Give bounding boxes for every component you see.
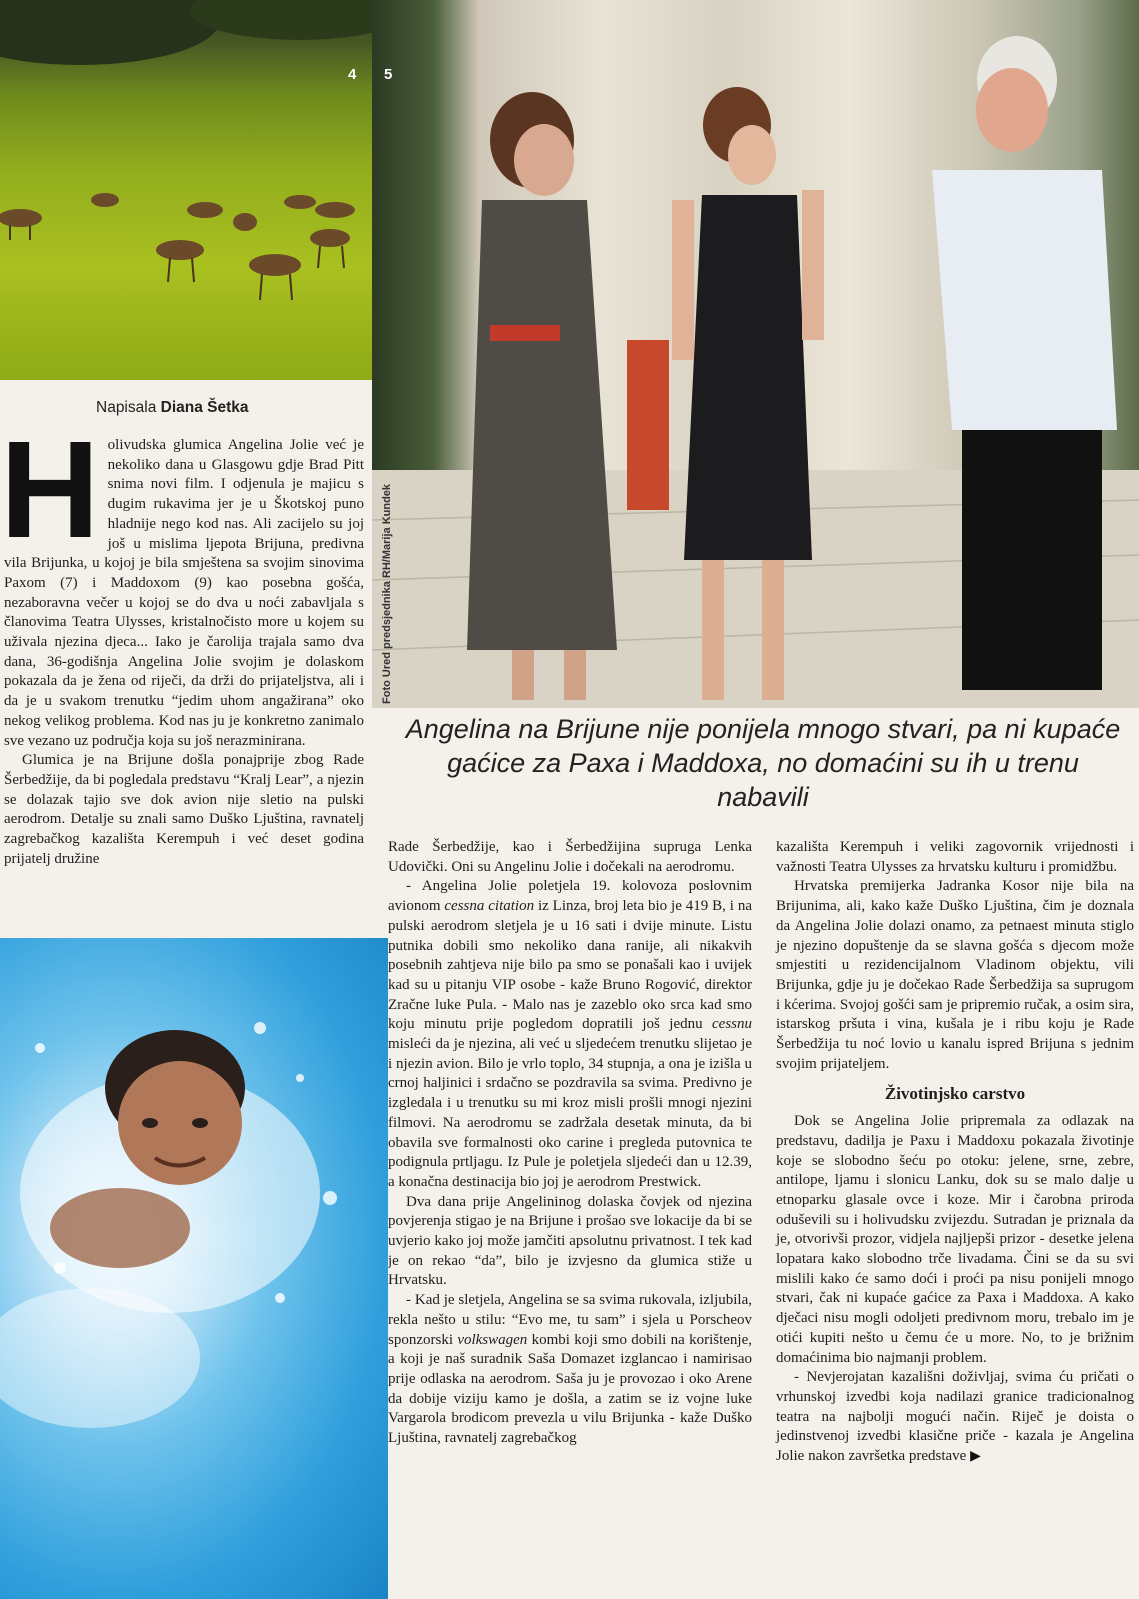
angelina-photo xyxy=(372,0,1139,708)
photo-credit: Foto Ured predsjednika RH/Marija Kundek xyxy=(381,483,393,704)
deer-illustration xyxy=(0,0,372,380)
boy-swimming-photo xyxy=(0,938,388,1599)
continue-arrow-icon: ▶ xyxy=(970,1449,981,1465)
byline-prefix: Napisala xyxy=(96,399,157,416)
byline-author: Diana Šetka xyxy=(160,399,249,416)
paragraph: Rade Šerbedžije, kao i Šerbedžijina supruga Lenka Udovički. Oni su Angelinu Jolie i dočekali na aerodromu. xyxy=(388,839,752,875)
deer-meadow-photo xyxy=(0,0,372,380)
article-column-1 xyxy=(0,413,364,869)
paragraph: kazališta Kerempuh i veliki zagovornik vrijednosti i važnosti Teatra Ulysses za hrvatsku kulturu i promidžbu. xyxy=(776,839,1134,875)
paragraph: Dok se Angelina Jolie pripremala za odlazak na predstavu, dadilja je Paxu i Maddoxu pokazala životinje koje se slobodno šeću po otoku: jelene, srne, zebre, antilope, ljamu i slonicu Lanku, dok su se malo dalje u etnoparku glasale ovce i koze. Mir i čarobna priroda oduševili su i holivudsku zvijezdu. Sutradan je priznala da je, otvorivši prozor, vidjela najljepši prizor - desetke jelena lopatara kako slobodno trče livadama. Čini se da su svi mislili kako će samo doći i proći pa nisu ponijeli mnogo stvari, čak ni kupaće gaćice za Paxa i Maddoxa. A kako dječaci nisu mogli odoljeti predivnom moru, trebalo im je otići kupiti nešto u čemu će u more. No, to je brižnim domaćinima bio najmanji problem. xyxy=(776,1113,1134,1366)
article-column-3 xyxy=(776,838,1134,1467)
paragraph-text: olivudska glumica Angelina Jolie već je nekoliko dana u Glasgowu gdje Brad Pitt snima novi film. I odjenula je majicu s dugim rukavima jer je u Škotskoj puno hladnije nego kod nas. Ali zacijelo su joj još u mislima ljepota Brijuna, predivna vila Brijunka, u kojoj je bila smještena sa svojim sinovima Paxom (7) i Maddoxom (9) kao posebna gošća, nezaboravna večer u kojoj se do dva u noći zabavljala s članovima Teatra Ulysses, kristalnočisto more u kojem su uživala njezina djeca... Iako je čarolija trajala samo dva dana, 36-godišnja Angelina Jolie svojim je dolaskom pokazala da je žena od riječi, da drži do prijateljstva, ali i da je u svakom trenutku “jedim uhom angažirana” oko nekog velikog problema. Kod nas ju je konkretno zanimalo sve vezano uz područja koja su još nerazminirana. xyxy=(4,437,364,749)
people-illustration xyxy=(372,0,1139,708)
page-number-right: 5 xyxy=(384,66,393,83)
lead-paragraph xyxy=(0,413,364,751)
paragraph: - Angelina Jolie poletjela 19. kolovoza poslovnim avionom cessna citation iz Linza, broj leta bio je 419 B, i na pulski aerodrom sletjela je u 16 sati i dvije minute. Listu putnika dobili smo nekoliko dana ranije, ali nikakvih posebnih zahtjeva nije bilo pa smo se ponašali kao i uvijek kad su u pitanju VIP osobe - kaže Bruno Rogović, direktor Zračne luke Pula. - Malo nas je zazeblo oko srca kad smo koju minutu prije pogledom dopratili još jednu cessnu misleći da je njezina, ali već u sljedećem trenutku slijetao je i njezin avion. Bilo je vrlo toplo, 34 stupnja, a ona je izišla u crnoj haljinici i srdačno se pozdravila sa svima. Predivno je izgledala i u trenutku su mi kroz misli prošli mnogi njezini filmovi. Na aerodromu se zadržala desetak minuta, da bi obavila sve formalnosti oko carine i pregleda putovnica te podignula prtljagu. Iz Pule je poletjela sljedeći dan u 12.39, a konačna destinacija bio joj je aerodrom Prestwick. xyxy=(388,878,752,1190)
article-column-2 xyxy=(388,838,752,1449)
paragraph: - Kad je sletjela, Angelina se sa svima rukovala, izljubila, rekla nešto u stilu: “Evo me, tu sam” i sjela u Porscheov sponzorski volkswagen kombi koji smo dobili na korištenje, a koji je naš suradnik Saša Domazet izglancao i namirisao prije odlaska na aerodrom. Saša ju je provozao i oko Arene da dobije viziju kamo je došla, a zatim se iz vojne luke Vargarola brodicom prevezla u vilu Brijunka - kaže Duško Ljuština, ravnatelj zagrebačkog xyxy=(388,1292,752,1447)
paragraph: Dva dana prije Angelininog dolaska čovjek od njezina povjerenja stigao je na Brijune i prošao sve lokacije da bi se uvjerio kako joj može jamčiti apsolutnu privatnost. I tek kad je on rekao “da”, bilo je izvjesno da glumica stiže u Hrvatsku. xyxy=(388,1193,752,1289)
subheading: Životinjsko carstvo xyxy=(884,1084,1026,1104)
paragraph: - Nevjerojatan kazališni doživljaj, svima ću pričati o vrhunskoj izvedbi koja nadilazi granice tradicionalnog teatra na najbolji mogući način. Riječ je doista o jedinstvenoj izvedbi klasične priče - kazala je Angelina Jolie nakon završetka predstave ▶ xyxy=(776,1369,1134,1465)
swimmer-illustration xyxy=(0,938,388,1599)
drop-cap: H xyxy=(0,413,100,567)
paragraph: Glumica je na Brijune došla ponajprije zbog Rade Šerbedžije, da bi pogledala predstavu “Kralj Lear”, a njezin se dolazak tajio sve dok avion nije sletio na pulski aerodrom. Detalje su znali samo Duško Ljuština, ravnatelj zagrebačkog kazališta Kerempuh i već deset godina prijatelj družine xyxy=(4,752,364,867)
page-number-left: 4 xyxy=(348,66,357,83)
byline xyxy=(96,399,249,417)
paragraph: Hrvatska premijerka Jadranka Kosor nije bila na Brijunima, ali, kako kaže Duško Ljuština, čim je doznala da Angelina Jolie dolazi onamo, za petnaest minuta stiglo je njezino dopuštenje da se slavna gošća s djecom može smjestiti u rezidencijalnom Vladinom objektu, vili Brijunka, gdje ju je dočekao Rade Šerbedžija sa suprugom i kćerima. Svojoj gošći sam je pripremio ručak, a osim sira, istarskog pršuta i vina, kušala je i ribu koju je Rade Šerbedžija tu noć lovio u kanalu ispred Brijuna s jednim svojim prijateljem. xyxy=(776,878,1134,1072)
photo-caption: Angelina na Brijune nije ponijela mnogo stvari, pa ni kupaće gaćice za Paxa i Maddoxa, no domaćini su ih u trenu nabavili xyxy=(405,714,1121,812)
